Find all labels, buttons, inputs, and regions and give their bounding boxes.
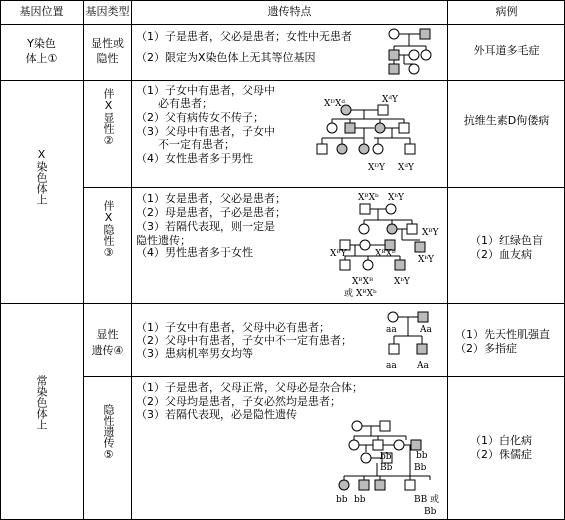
- pedigree-female: [389, 29, 399, 39]
- autosome-position-char: 体: [35, 408, 48, 419]
- autosome-position-char: 色: [35, 397, 48, 408]
- auto-dominant-trait: （3）患病机率男女均等: [136, 347, 253, 360]
- pedigree-affected-male: [417, 344, 427, 354]
- pedigree-female: [388, 312, 398, 322]
- y-position-line2: 体上①: [25, 52, 58, 65]
- x-dominant-trait: （3）父母中有患者，子女中: [136, 125, 275, 138]
- genotype-label: XᴰY: [368, 163, 385, 173]
- pedigree-female: [352, 421, 362, 431]
- auto-recessive-type-char: ⑤: [102, 448, 115, 461]
- x-dominant-type-char: 性: [102, 123, 115, 134]
- x-dominant-type-char: ②: [102, 134, 115, 147]
- auto-dominant-example: （2）多指症: [455, 342, 517, 355]
- genotype-label: BB: [414, 495, 428, 505]
- auto-recessive-trait: （1）子是患者，父母正常，父母必是杂合体；: [136, 381, 363, 394]
- pedigree-affected-male: [389, 50, 399, 60]
- pedigree-female: [360, 240, 370, 250]
- pedigree-male: [373, 440, 383, 450]
- y-example: 外耳道多毛症: [473, 44, 540, 57]
- pedigree-affected-female: [359, 144, 369, 154]
- genotype-label: bb: [416, 451, 428, 461]
- x-recessive-trait: （2）母是患者，子必是患者；: [136, 206, 286, 219]
- auto-recessive-type-char: 传: [102, 437, 115, 448]
- auto-recessive-example: （2）侏儒症: [470, 448, 532, 461]
- pedigree-female: [409, 50, 419, 60]
- pedigree-female: [363, 260, 373, 270]
- x-dominant-trait: （4）女性患者多于男性: [136, 152, 253, 165]
- x-dominant-trait: （1）子女中有患者，父母中: [136, 84, 275, 97]
- pedigree-male: [360, 204, 370, 214]
- genotype-label: aa: [386, 361, 397, 371]
- x-recessive-pedigree: [330, 190, 446, 302]
- x-position-char: 上: [35, 194, 48, 205]
- x-position-char: X: [35, 148, 48, 161]
- auto-recessive-trait: （2）父母均是患者，子女必然均是患者；: [136, 395, 341, 408]
- genotype-label: 或: [344, 289, 354, 299]
- pedigree-male: [407, 224, 417, 234]
- pedigree-affected-male: [345, 123, 355, 133]
- genotype-label: XᴮXᴮ: [352, 277, 374, 287]
- pedigree-affected-male: [389, 64, 399, 74]
- genotype-label: 或: [430, 495, 440, 505]
- genotype-label: XᵇY: [418, 255, 434, 265]
- x-recessive-trait: （1）女是患者，父必是患者；: [136, 192, 286, 205]
- genotype-label: Bb: [424, 507, 437, 517]
- auto-dominant-pedigree: [380, 306, 446, 374]
- auto-dominant-type-line2: 遗传④: [91, 344, 124, 357]
- pedigree-affected-male: [411, 440, 421, 450]
- pedigree-female: [373, 144, 383, 154]
- auto-recessive-type-char: 性: [102, 415, 115, 426]
- y-pedigree: [382, 26, 444, 78]
- autosome-position-char: 染: [35, 386, 48, 397]
- pedigree-male: [405, 144, 415, 154]
- x-recessive-type: [101, 200, 115, 259]
- x-dominant-type: [101, 88, 115, 147]
- pedigree-female: [409, 64, 419, 74]
- pedigree-affected-male: [418, 312, 428, 322]
- auto-recessive-type-char: 遗: [102, 426, 115, 437]
- x-recessive-trait: （4）男性患者多于女性: [136, 246, 253, 259]
- pedigree-female: [327, 123, 337, 133]
- pedigree-female: [394, 440, 404, 450]
- y-type-line1: 显性或: [91, 37, 124, 50]
- x-dominant-trait: （2）父有病传女不传子；: [136, 111, 264, 124]
- x-position-char: 体: [35, 183, 48, 194]
- auto-dominant-example: （1）先天性肌强直: [455, 328, 550, 341]
- genotype-label: bb: [380, 452, 392, 462]
- x-recessive-type-char: ③: [102, 246, 115, 259]
- genotype-label: bb: [336, 495, 348, 505]
- genotype-label: XᴮY: [422, 228, 439, 238]
- x-dominant-pedigree: [308, 86, 446, 184]
- genotype-label: Aa: [420, 325, 432, 335]
- x-recessive-type-char: X: [102, 211, 115, 224]
- pedigree-male: [389, 344, 399, 354]
- autosome-position-char: 常: [35, 375, 48, 386]
- x-position-char: 染: [35, 161, 48, 172]
- x-dominant-type-char: 伴: [102, 88, 115, 99]
- pedigree-affected-male: [395, 260, 405, 270]
- auto-dominant-trait: （1）子女中有患者，父母中必有患者；: [136, 321, 330, 334]
- y-trait-2: （2）限定为X染色体上无其等位基因: [136, 51, 316, 64]
- header-position: 基因位置: [19, 5, 64, 18]
- auto-recessive-example: （1）白化病: [470, 434, 532, 447]
- genotype-label: XᵇY: [388, 193, 404, 203]
- x-position: [34, 148, 48, 205]
- pedigree-affected-female: [337, 144, 347, 154]
- genotype-label: XᴰXᵈ: [324, 99, 345, 109]
- autosome-position-char: 上: [35, 419, 48, 430]
- genotype-label: XᴮXᵇ: [358, 193, 379, 203]
- x-dominant-trait: 不一定有患者；: [136, 138, 235, 151]
- genotype-label: XᴮXᵇ: [356, 289, 377, 299]
- pedigree-affected-female: [375, 123, 385, 133]
- auto-dominant-type-line1: 显性: [96, 328, 119, 341]
- x-dominant-type-char: 显: [102, 112, 115, 123]
- genotype-label: Aa: [417, 361, 429, 371]
- y-trait-1: （1）子是患者，父必是患者；女性中无患者: [136, 30, 352, 43]
- pedigree-male: [405, 480, 415, 490]
- pedigree-affected-male: [420, 29, 430, 39]
- genotype-label: XᵇY: [394, 277, 410, 287]
- auto-dominant-trait: （2）父母中有患者，子女中不一定有患者；: [136, 334, 352, 347]
- header-type: 基因类型: [85, 5, 130, 18]
- pedigree-male: [380, 421, 390, 431]
- y-type-line2: 隐性: [96, 52, 119, 65]
- x-recessive-type-char: 性: [102, 235, 115, 246]
- pedigree-male: [378, 105, 388, 115]
- auto-recessive-type: [101, 404, 115, 461]
- x-dominant-trait: 必有患者；: [136, 97, 213, 110]
- autosome-position: [34, 375, 48, 430]
- pedigree-male: [317, 144, 327, 154]
- genotype-label: bb: [354, 495, 366, 505]
- pedigree-male: [399, 123, 409, 133]
- pedigree-male: [340, 260, 350, 270]
- header-traits: 遗传特点: [267, 5, 312, 18]
- pedigree-female: [349, 440, 359, 450]
- pedigree-female: [361, 453, 371, 463]
- pedigree-female: [386, 204, 396, 214]
- pedigree-affected-female: [387, 224, 397, 234]
- genotype-label: XᵈY: [398, 163, 414, 173]
- pedigree-affected-male: [415, 242, 425, 252]
- x-recessive-trait: （3）若隔代表现，则一定是: [136, 220, 275, 233]
- pedigree-affected-female: [339, 480, 349, 490]
- pedigree-affected-male: [375, 480, 385, 490]
- auto-recessive-trait: （3）若隔代表现，必是隐性遗传: [136, 408, 297, 421]
- auto-recessive-type-char: 隐: [102, 404, 115, 415]
- genotype-label: Bb: [380, 463, 393, 473]
- auto-recessive-pedigree: [334, 418, 446, 518]
- x-recessive-trait: 隐性遗传；: [136, 234, 191, 247]
- genotype-label: XᵈY: [382, 95, 398, 105]
- pedigree-affected-male: [359, 480, 369, 490]
- x-dominant-example: 抗维生素D佝偻病: [463, 114, 550, 127]
- x-recessive-example: （1）红绿色盲: [470, 234, 543, 247]
- genotype-label: XᴮXᵇ: [375, 249, 396, 259]
- genotype-label: Bb: [414, 463, 427, 473]
- x-recessive-example: （2）血友病: [470, 248, 532, 261]
- x-position-char: 色: [35, 172, 48, 183]
- y-position-line1: Y染色: [27, 37, 56, 50]
- x-recessive-type-char: 伴: [102, 200, 115, 211]
- genotype-label: XᴮY: [330, 249, 347, 259]
- x-dominant-type-char: X: [102, 99, 115, 112]
- pedigree-female: [421, 50, 431, 60]
- x-recessive-type-char: 隐: [102, 224, 115, 235]
- pedigree-female: [359, 224, 369, 234]
- genotype-label: aa: [386, 325, 397, 335]
- header-examples: 病例: [495, 5, 518, 18]
